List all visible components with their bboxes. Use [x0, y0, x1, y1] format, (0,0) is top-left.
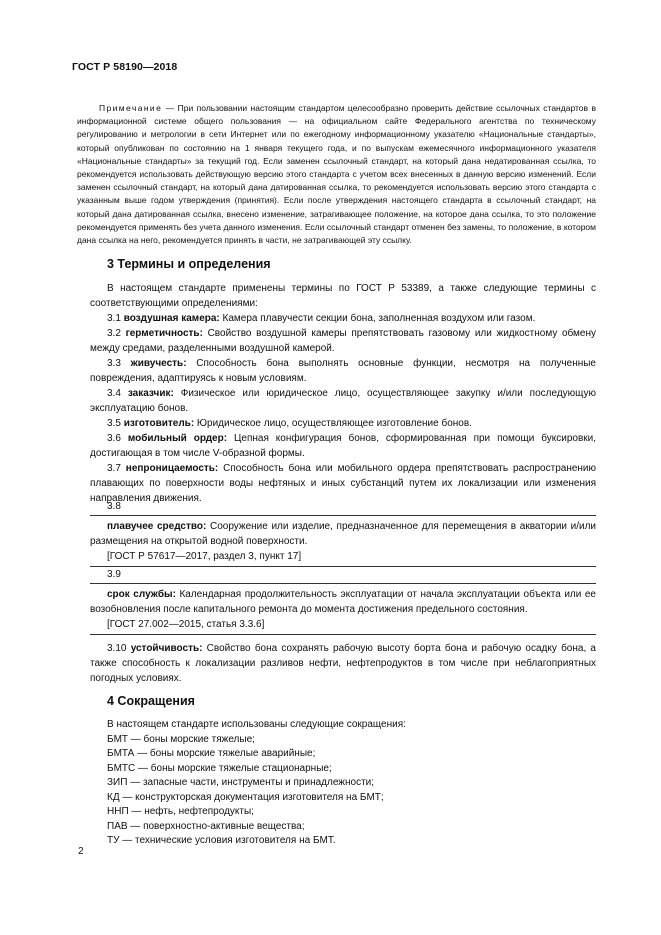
term-number: 3.6 — [107, 433, 121, 444]
section-4-title: 4 Сокращения — [107, 694, 195, 708]
boxed-definition — [90, 583, 596, 635]
abbreviation-item: ННП — нефть, нефтепродукты; — [107, 806, 254, 817]
term-number: 3.4 — [107, 388, 121, 399]
term-title: мобильный ордер: — [127, 433, 228, 444]
term-number: 3.5 — [107, 418, 121, 429]
term-entry — [90, 416, 596, 431]
term-reference: [ГОСТ Р 57617—2017, раздел 3, пункт 17] — [107, 551, 302, 562]
abbreviation-item: КД — конструкторская документация изготовителя на БМТ; — [107, 791, 384, 803]
abbreviations-list — [107, 718, 406, 849]
term-entry — [90, 461, 596, 506]
abbreviation-item: БМТ — боны морские тяжелые; — [107, 733, 255, 745]
term-definition: Календарная продолжительность эксплуатации от начала эксплуатации объекта или ее возобновления после капитального ремонта до момента достижения предельного состояния. — [90, 589, 596, 615]
term-number: 3.2 — [107, 328, 121, 339]
term-number: 3.9 — [107, 569, 121, 580]
term-definition: Физическое или юридическое лицо, осуществляющее закупку и/или последующую эксплуатацию бонов. — [90, 388, 596, 414]
term-entry — [90, 326, 596, 356]
term-entry — [90, 386, 596, 416]
term-title: герметичность: — [125, 328, 203, 339]
term-title: устойчивость: — [130, 643, 203, 654]
term-reference: [ГОСТ 27.002—2015, статья 3.3.6] — [107, 619, 265, 630]
term-title: воздушная камера: — [123, 313, 220, 324]
term-number: 3.10 — [107, 643, 127, 654]
terms-list — [90, 311, 596, 506]
term-entry — [90, 641, 596, 686]
term-entry — [90, 356, 596, 386]
term-definition: Камера плавучести секции бона, заполненная воздухом или газом. — [219, 313, 536, 324]
term-title: плавучее средство: — [107, 521, 207, 532]
term-entry — [90, 311, 596, 326]
term-title: срок службы: — [107, 589, 176, 600]
section-3-intro: В настоящем стандарте применены термины по ГОСТ Р 53389, а также следующие термины с соответствующими определениями: — [90, 283, 596, 309]
term-definition: Способность бона выполнять основные функции, несмотря на полученные повреждения, адаптируясь к новым условиям. — [90, 358, 596, 384]
page-number: 2 — [78, 846, 84, 857]
abbreviation-item: БМТА — боны морские тяжелые аварийные; — [107, 748, 316, 759]
abbreviation-item: ЗИП — запасные части, инструменты и принадлежности; — [107, 777, 375, 788]
term-number: 3.8 — [107, 501, 121, 512]
term-title: живучесть: — [130, 358, 187, 369]
term-title: заказчик: — [127, 388, 174, 399]
term-entry — [90, 431, 596, 461]
term-definition: Сооружение или изделие, предназначенное для перемещения в акватории и/или размещения на открытой водной поверхности. — [90, 521, 597, 547]
term-title: непроницаемость: — [125, 463, 219, 474]
term-definition: Свойство воздушной камеры препятствовать газовому или жидкостному обмену между средами, разделенными воздушной камерой. — [90, 328, 597, 354]
term-definition: Цепная конфигурация бонов, сформированная при помощи буксировки, достигающая в том числе V-образной формы. — [90, 433, 596, 459]
term-number: 3.7 — [107, 463, 121, 474]
note-text: — При пользовании настоящим стандартом целесообразно проверить действие ссылочных стандартов в информационной системе общего пользования — на официальном сайте Федерального агентства по техническому регулированию и метрологии в сети Интернет или по ежегодному информационному указателю «Национальные стандарты», который опубликован по состоянию на 1 января текущего года, и по выпускам ежемесячного информационного указателя «Национальные стандарты» за текущий год. Если заменен ссылочный стандарт, на который дана недатированная ссылка, то рекомендуется использовать действующую версию этого стандарта с учетом всех внесенных в данную версию изменений. Если заменен ссылочный стандарт, на который дана датированная ссылка, то рекомендуется использовать версию этого стандарта с указанным выше годом утверждения (принятия). Если после утверждения настоящего стандарта в ссылочный стандарт, на который дана датированная ссылка, внесено изменение, затрагивающее положение, на которое дана ссылка, то это положение рекомендуется применять без учета данного изменения. Если ссылочный стандарт отменен без замены, то положение, в котором дана ссылка на него, рекомендуется принять в части, не затрагивающей эту ссылку. — [77, 103, 596, 246]
abbreviations-intro: В настоящем стандарте использованы следующие сокращения: — [107, 719, 406, 730]
term-definition: Способность бона или мобильного ордера препятствовать распространению плавающих по поверхности воды нефтяных и иных субстанций путем их локализации или изменения направления движения. — [90, 463, 597, 504]
note-label: Примечание — [99, 103, 163, 113]
document-header: ГОСТ Р 58190—2018 — [72, 61, 178, 73]
abbreviation-item: БМТС — боны морские тяжелые стационарные; — [107, 762, 332, 774]
term-number: 3.1 — [107, 313, 121, 324]
term-number: 3.3 — [107, 358, 121, 369]
abbreviation-item: ТУ — технические условия изготовителя на БМТ. — [107, 835, 336, 846]
term-definition: Юридическое лицо, осуществляющее изготовление бонов. — [194, 418, 472, 429]
reference-note — [77, 102, 596, 247]
boxed-definition — [90, 515, 596, 567]
term-title: изготовитель: — [123, 418, 195, 429]
section-3-title: 3 Термины и определения — [107, 257, 271, 271]
term-definition: Свойство бона сохранять рабочую высоту борта бона и рабочую осадку бона, а также способность к локализации разливов нефти, нефтепродуктов в том числе при неблагоприятных погодных условиях. — [90, 643, 596, 684]
abbreviation-item: ПАВ — поверхностно-активные вещества; — [107, 820, 305, 832]
